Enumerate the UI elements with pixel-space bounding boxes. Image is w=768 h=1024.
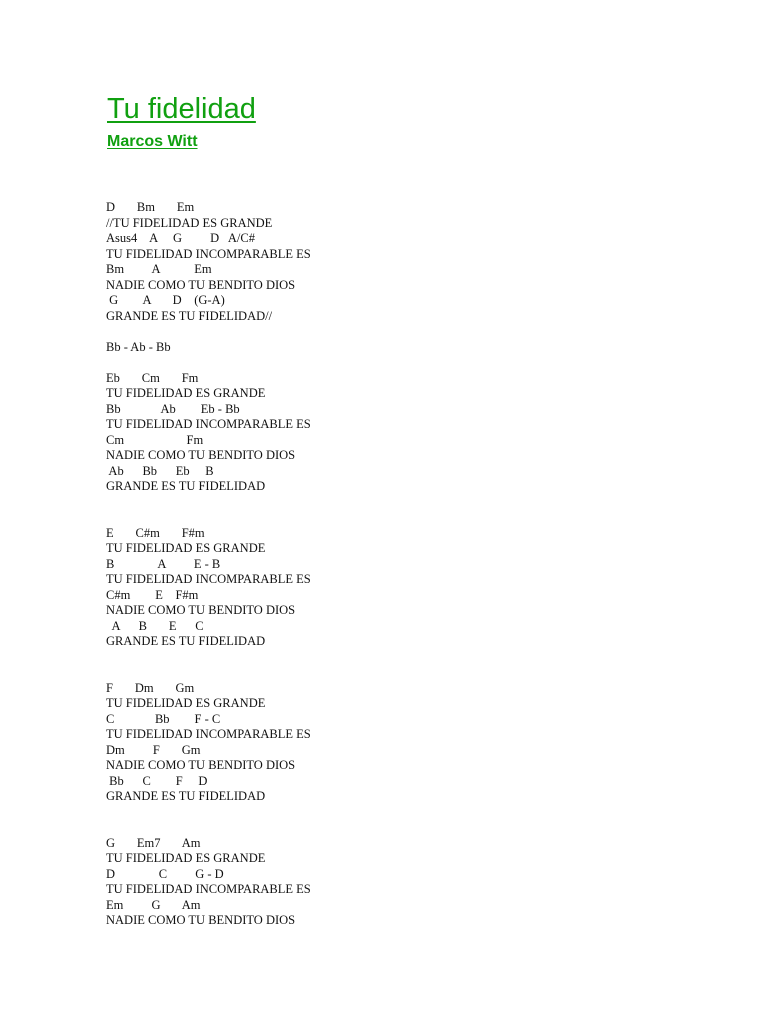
blank-line bbox=[106, 805, 311, 821]
lyric-line: NADIE COMO TU BENDITO DIOS bbox=[106, 448, 296, 462]
lyric-line: TU FIDELIDAD ES GRANDE bbox=[106, 696, 266, 710]
blank-line bbox=[106, 510, 311, 526]
lyric-line: TU FIDELIDAD INCOMPARABLE ES bbox=[106, 882, 311, 896]
lyric-line: TU FIDELIDAD INCOMPARABLE ES bbox=[106, 417, 311, 431]
lyric-line: D C G - D bbox=[106, 866, 224, 881]
lyric-line: Bm A Em bbox=[106, 262, 212, 276]
lyric-line: Bb - Ab - Bb bbox=[106, 339, 171, 354]
lyric-line: TU FIDELIDAD ES GRANDE bbox=[106, 851, 266, 865]
blank-line bbox=[106, 495, 311, 511]
song-artist-link[interactable]: Marcos Witt bbox=[107, 133, 198, 150]
lyric-line: F Dm Gm bbox=[106, 680, 195, 695]
lyric-line: Em G Am bbox=[106, 897, 201, 912]
lyric-line: TU FIDELIDAD ES GRANDE bbox=[106, 386, 266, 400]
lyric-line: NADIE COMO TU BENDITO DIOS bbox=[106, 913, 296, 927]
song-title-link[interactable]: Tu fidelidad bbox=[107, 93, 256, 125]
lyric-line: TU FIDELIDAD INCOMPARABLE ES bbox=[106, 727, 311, 741]
lyric-line: D Bm Em bbox=[106, 200, 195, 214]
lyric-line: //TU FIDELIDAD ES GRANDE bbox=[106, 215, 273, 230]
lyric-line: Cm Fm bbox=[106, 432, 204, 447]
lyric-line: A B E C bbox=[106, 618, 204, 633]
lyric-line: C#m E F#m bbox=[106, 587, 199, 602]
lyric-line: NADIE COMO TU BENDITO DIOS bbox=[106, 277, 296, 292]
lyric-line: C Bb F - C bbox=[106, 711, 221, 726]
lyric-line: Dm F Gm bbox=[106, 742, 201, 757]
lyric-line: Bb C F D bbox=[106, 773, 208, 788]
lyric-line: B A E - B bbox=[106, 556, 221, 571]
lyric-line: NADIE COMO TU BENDITO DIOS bbox=[106, 758, 296, 772]
lyric-line: NADIE COMO TU BENDITO DIOS bbox=[106, 603, 296, 617]
lyric-line: G A D (G-A) bbox=[106, 293, 225, 307]
lyric-line: Asus4 A G D A/C# bbox=[106, 231, 255, 245]
blank-line bbox=[106, 820, 311, 836]
lyric-line: GRANDE ES TU FIDELIDAD bbox=[106, 634, 266, 648]
lyric-line: GRANDE ES TU FIDELIDAD// bbox=[106, 308, 273, 323]
lyric-line: Bb Ab Eb - Bb bbox=[106, 401, 240, 416]
blank-line bbox=[106, 324, 311, 340]
lyric-line: TU FIDELIDAD INCOMPARABLE ES bbox=[106, 572, 311, 586]
lyric-line: GRANDE ES TU FIDELIDAD bbox=[106, 479, 266, 493]
lyric-line: TU FIDELIDAD ES GRANDE bbox=[106, 541, 266, 555]
blank-line bbox=[106, 355, 311, 371]
lyric-line: TU FIDELIDAD INCOMPARABLE ES bbox=[106, 246, 311, 261]
lyric-line: E C#m F#m bbox=[106, 525, 205, 540]
lyric-line: G Em7 Am bbox=[106, 835, 201, 850]
lyric-line: Ab Bb Eb B bbox=[106, 463, 214, 478]
lyrics-block bbox=[106, 200, 311, 929]
lyric-line: Eb Cm Fm bbox=[106, 370, 199, 385]
blank-line bbox=[106, 665, 311, 681]
blank-line bbox=[106, 650, 311, 666]
lyric-line: GRANDE ES TU FIDELIDAD bbox=[106, 789, 266, 803]
